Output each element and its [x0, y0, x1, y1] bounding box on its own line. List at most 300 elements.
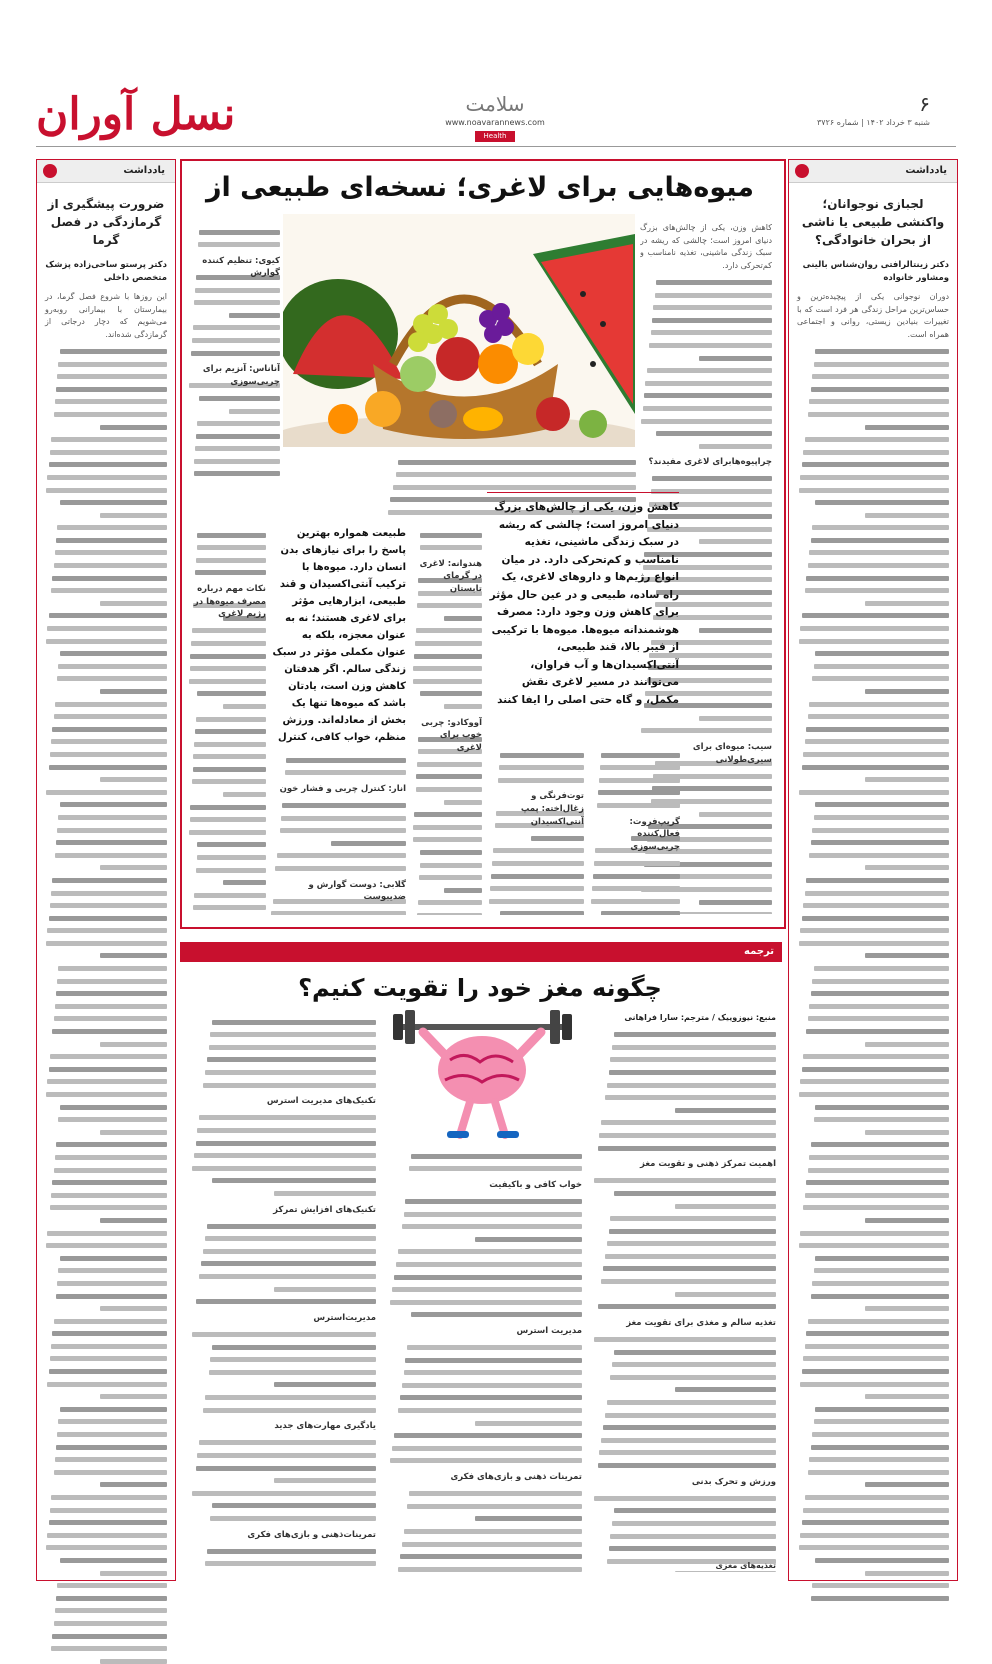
newspaper-logo: نسل آوران — [36, 89, 236, 140]
sidebar-label: یادداشت — [37, 160, 175, 183]
text-line — [800, 475, 949, 480]
subheading: تکنیک‌های افزایش تمرکز — [273, 1204, 376, 1215]
text-line — [56, 991, 167, 996]
text-line — [209, 1370, 376, 1375]
text-line — [808, 1168, 949, 1173]
text-line — [414, 812, 482, 817]
text-line — [392, 1446, 582, 1451]
text-line — [195, 570, 266, 575]
text-line — [814, 1268, 949, 1273]
text-line — [196, 434, 280, 439]
text-line — [100, 1482, 167, 1487]
text-line — [444, 800, 483, 805]
text-line — [398, 460, 636, 465]
pull-quote-2-text: طبیعت همواره بهترین پاسخ را برای نیازهای بدن انسان دارد. میوه‌ها با ترکیب آنتی‌اکسیدان و قند طبیعی، ابزارهایی مؤثر برای لاغری هستند؛ نه به عنوان معجزه، بلکه به عنوان مکملی مؤثر در سبک زندگی سالم. اگر هدفتان کاهش وزن است، یادتان باشد که میوه‌ها تنها یک بخش از معادله‌اند. ورزش منظم، خواب کافی، کنترل — [272, 528, 406, 743]
text-line — [49, 1067, 167, 1072]
second-article-title: چگونه مغز خود را تقویت کنیم؟ — [298, 974, 662, 1002]
text-line — [649, 343, 772, 348]
second-article-subheading-extra: تغذیه‌های مغزی — [715, 1561, 776, 1570]
text-line — [51, 437, 167, 442]
text-line — [609, 1546, 776, 1551]
text-line — [413, 679, 482, 684]
text-line — [500, 911, 584, 915]
text-line — [594, 1178, 776, 1183]
text-line — [812, 374, 949, 379]
header-divider — [36, 146, 956, 147]
text-line — [531, 836, 584, 841]
text-line — [54, 412, 167, 417]
text-line — [58, 664, 167, 669]
text-line — [699, 539, 772, 544]
text-line — [57, 828, 167, 833]
text-line — [414, 654, 482, 659]
text-line — [58, 362, 167, 367]
text-line — [699, 628, 772, 633]
text-line — [56, 1445, 167, 1450]
text-line — [814, 815, 949, 820]
text-line — [189, 679, 266, 684]
text-line — [402, 1224, 582, 1229]
text-line — [205, 1236, 376, 1241]
text-line — [56, 1142, 167, 1147]
text-line — [815, 500, 949, 505]
text-line — [100, 1306, 167, 1311]
subheading: آناناس: آنزیم برای چربی‌سوزی — [202, 364, 280, 387]
text-line — [47, 1533, 167, 1538]
section-title: سلامت — [465, 92, 525, 116]
text-line — [814, 966, 949, 971]
text-line — [51, 1646, 167, 1651]
text-line — [60, 1105, 167, 1110]
main-article-lead: کاهش وزن، یکی از چالش‌های بزرگ دنیای امروز است؛ چالشی که ریشه در سبک زندگی ماشینی، تغذیه نامناسب و کم‌تحرکی دارد. — [640, 223, 772, 270]
text-line — [194, 300, 280, 305]
text-line — [400, 1395, 582, 1400]
text-line — [56, 538, 167, 543]
text-line — [800, 1382, 949, 1387]
text-line — [805, 1344, 949, 1349]
text-line — [223, 704, 266, 709]
text-line — [814, 1419, 949, 1424]
text-line — [197, 1453, 376, 1458]
text-line — [46, 790, 167, 795]
text-line — [212, 1503, 376, 1508]
text-line — [197, 842, 266, 847]
text-line — [400, 1554, 582, 1559]
sidebar-title: ضرورت پیشگیری از گرمازدگی در فصل گرما — [47, 197, 165, 247]
subheading: توت‌فرنگی و زغال‌اخته: پمپ آنتی‌اکسیدان — [520, 791, 584, 827]
text-line — [229, 313, 280, 318]
main-article-column-2 — [188, 222, 280, 482]
text-line — [444, 616, 483, 621]
text-line — [652, 476, 772, 481]
text-line — [210, 1357, 376, 1362]
text-line — [396, 472, 636, 477]
main-article-column-5 — [488, 745, 584, 915]
text-line — [413, 825, 482, 830]
text-line — [809, 550, 949, 555]
text-line — [814, 664, 949, 669]
text-line — [802, 916, 949, 921]
red-dot-icon — [43, 164, 57, 178]
text-line — [46, 639, 167, 644]
text-line — [196, 558, 266, 563]
text-line — [805, 437, 949, 442]
text-line — [799, 790, 949, 795]
text-line — [800, 1533, 949, 1538]
text-line — [50, 450, 167, 455]
text-line — [865, 777, 949, 782]
text-line — [193, 767, 266, 772]
quote-divider — [487, 492, 679, 493]
text-line — [865, 513, 949, 518]
text-line — [210, 1516, 376, 1521]
text-line — [60, 1558, 167, 1563]
text-line — [51, 1193, 167, 1198]
text-line — [815, 349, 949, 354]
text-line — [197, 545, 266, 550]
text-line — [599, 1133, 776, 1138]
subheading: تمرینات‌ذهنی و بازی‌های فکری — [247, 1529, 376, 1540]
text-line — [699, 356, 772, 361]
text-line — [50, 1356, 167, 1361]
text-line — [56, 840, 167, 845]
text-line — [100, 865, 167, 870]
text-line — [598, 1146, 776, 1151]
text-line — [800, 626, 949, 631]
text-line — [605, 1254, 776, 1259]
text-line — [407, 1345, 582, 1350]
text-line — [57, 1432, 167, 1437]
text-line — [865, 1218, 949, 1223]
text-line — [274, 1382, 376, 1387]
website-url[interactable]: www.noavarannews.com — [445, 118, 545, 127]
text-line — [418, 900, 482, 905]
text-line — [203, 1249, 376, 1254]
text-line — [271, 911, 406, 915]
text-line — [656, 431, 772, 436]
red-dot-icon — [795, 164, 809, 178]
text-line — [54, 714, 167, 719]
text-line — [806, 878, 949, 883]
text-line — [805, 891, 949, 896]
text-line — [199, 1274, 376, 1279]
text-line — [417, 913, 482, 915]
text-line — [60, 1256, 167, 1261]
text-line — [814, 362, 949, 367]
text-line — [799, 639, 949, 644]
text-line — [47, 626, 167, 631]
text-line — [56, 1596, 167, 1601]
text-line — [803, 752, 949, 757]
text-line — [812, 1281, 949, 1286]
text-line — [645, 381, 772, 386]
text-line — [800, 928, 949, 933]
text-line — [100, 1130, 167, 1135]
text-line — [417, 762, 482, 767]
text-line — [55, 853, 167, 858]
text-line — [55, 702, 167, 707]
text-line — [675, 1204, 776, 1209]
text-line — [55, 1155, 167, 1160]
text-line — [392, 1287, 582, 1292]
text-line — [652, 318, 772, 323]
text-line — [195, 446, 280, 451]
text-line — [799, 941, 949, 946]
text-line — [402, 1383, 582, 1388]
text-line — [100, 1042, 167, 1047]
text-line — [610, 1057, 776, 1062]
text-line — [54, 563, 167, 568]
subheading: انار: کنترل چربی و فشار خون — [279, 783, 406, 794]
text-line — [500, 753, 584, 758]
text-line — [811, 538, 949, 543]
text-line — [404, 1529, 582, 1534]
text-line — [675, 1292, 776, 1297]
subheading: اهمیت تمرکز ذهنی و تقویت مغز — [640, 1159, 776, 1170]
text-line — [192, 779, 266, 784]
text-line — [416, 774, 482, 779]
main-article-column-6 — [412, 525, 482, 915]
text-line — [699, 812, 772, 817]
text-line — [800, 1079, 949, 1084]
text-line — [805, 1495, 949, 1500]
text-line — [60, 500, 167, 505]
subheading: تکنیک‌های مدیریت استرس — [266, 1096, 376, 1107]
text-line — [196, 1141, 376, 1146]
text-line — [47, 1231, 167, 1236]
text-line — [601, 1120, 776, 1125]
text-line — [811, 840, 949, 845]
text-line — [275, 866, 406, 871]
sidebar-author: دکتر زینتالرافتی روان‌شناس بالینی ومشاور خانواده — [802, 260, 949, 283]
text-line — [806, 1029, 949, 1034]
text-line — [411, 1154, 582, 1159]
text-line — [647, 368, 772, 373]
text-line — [610, 1534, 776, 1539]
text-line — [282, 803, 406, 808]
text-line — [601, 1279, 776, 1284]
text-line — [407, 1504, 582, 1509]
text-line — [57, 1281, 167, 1286]
text-line — [210, 1032, 376, 1037]
text-line — [865, 601, 949, 606]
text-line — [46, 1243, 167, 1248]
text-line — [865, 953, 949, 958]
text-line — [57, 525, 167, 530]
text-line — [100, 1394, 167, 1399]
second-article-column-3 — [190, 1012, 376, 1572]
text-line — [189, 830, 266, 835]
text-line — [799, 1243, 949, 1248]
text-line — [54, 1016, 167, 1021]
text-line — [50, 1508, 167, 1513]
text-line — [811, 1142, 949, 1147]
text-line — [100, 953, 167, 958]
text-line — [404, 1370, 582, 1375]
text-line — [420, 863, 482, 868]
text-line — [52, 1634, 167, 1639]
sidebar-lead: دوران نوجوانی یکی از پیچیده‌ترین و حساس‌ترین مراحل زندگی هر فرد است که با تغییرات بنیادین زیستی، روانی و اجتماعی همراه است. — [797, 292, 949, 339]
text-line — [60, 349, 167, 354]
text-line — [199, 230, 280, 235]
pull-quote-text: کاهش وزن، یکی از چالش‌های بزرگ دنیای امروز است؛ چالشی که ریشه در سبک زندگی ماشینی، تغذیه نامناسب و کم‌تحرکی دارد. در میان انواع رژیم‌ها و داروهای لاغری، یک راه ساده، طبیعی و در عین حال مؤثر برای کاهش وزن وجود دارد: مصرف هوشمندانه میوه‌ها. میوه‌ها با ترکیبی از فیبر بالا، قند طبیعی، آنتی‌اکسیدان‌ها و آب فراوان، می‌توانند در مسیر لاغری نقش مکمل، و گاه حتی اصلی را ایفا کنند — [489, 501, 679, 706]
text-line — [598, 790, 680, 795]
text-line — [651, 330, 772, 335]
text-line — [190, 817, 266, 822]
text-line — [416, 787, 483, 792]
text-line — [601, 753, 680, 758]
text-line — [55, 1608, 167, 1613]
text-line — [607, 1400, 776, 1405]
text-line — [591, 899, 680, 904]
text-line — [47, 1079, 167, 1084]
text-line — [815, 651, 949, 656]
text-line — [865, 1042, 949, 1047]
text-line — [54, 1470, 167, 1475]
text-line — [809, 702, 949, 707]
text-line — [812, 1432, 949, 1437]
text-line — [643, 406, 772, 411]
text-line — [612, 1045, 776, 1050]
text-line — [865, 1394, 949, 1399]
text-line — [802, 1369, 949, 1374]
text-line — [610, 1216, 776, 1221]
text-line — [52, 1331, 167, 1336]
text-line — [207, 1224, 376, 1229]
text-line — [194, 893, 266, 898]
text-line — [812, 525, 949, 530]
text-line — [51, 739, 167, 744]
text-line — [199, 1115, 376, 1120]
subheading: تغذیه سالم و مغذی برای تقویت مغز — [626, 1317, 776, 1328]
text-line — [808, 412, 949, 417]
text-line — [49, 916, 167, 921]
text-line — [55, 1004, 167, 1009]
text-line — [198, 242, 280, 247]
text-line — [196, 868, 266, 873]
text-line — [207, 1057, 376, 1062]
text-line — [203, 1408, 376, 1413]
main-article-column-7 — [188, 525, 266, 915]
text-line — [865, 425, 949, 430]
text-line — [201, 1261, 376, 1266]
text-line — [594, 1496, 776, 1501]
text-line — [49, 462, 167, 467]
text-line — [499, 765, 584, 770]
text-line — [809, 1004, 949, 1009]
text-line — [409, 1166, 582, 1171]
text-line — [865, 1482, 949, 1487]
text-line — [57, 676, 167, 681]
text-line — [58, 1268, 167, 1273]
text-line — [209, 1045, 376, 1050]
text-line — [594, 861, 680, 866]
subheading: چراپیوه‌هابرای لاغری مفیدند؟ — [648, 457, 772, 468]
text-line — [404, 1212, 582, 1217]
text-line — [490, 886, 584, 891]
text-line — [52, 878, 167, 883]
text-line — [799, 1092, 949, 1097]
text-line — [60, 1407, 167, 1412]
text-line — [605, 1413, 776, 1418]
text-line — [100, 689, 167, 694]
text-line — [51, 1495, 167, 1500]
text-line — [49, 765, 167, 770]
text-line — [192, 1166, 376, 1171]
text-line — [402, 1542, 582, 1547]
brain-workout-image — [385, 1010, 580, 1140]
text-line — [197, 855, 266, 860]
text-line — [409, 1491, 582, 1496]
text-line — [419, 875, 482, 880]
text-line — [274, 1287, 376, 1292]
pull-quote — [487, 492, 679, 740]
text-line — [865, 1130, 949, 1135]
left-sidebar — [36, 159, 176, 1581]
text-line — [394, 1275, 582, 1280]
text-line — [390, 1458, 582, 1463]
text-line — [799, 488, 949, 493]
text-line — [274, 1191, 376, 1196]
text-line — [603, 1266, 776, 1271]
text-line — [50, 903, 167, 908]
text-line — [100, 601, 167, 606]
text-line — [199, 1440, 376, 1445]
text-line — [489, 899, 584, 904]
text-line — [812, 979, 949, 984]
text-line — [194, 1153, 376, 1158]
sidebar-body — [45, 349, 167, 1664]
text-line — [212, 1020, 376, 1025]
text-line — [597, 803, 680, 808]
text-line — [420, 545, 482, 550]
subheading: ورزش و تحرک بدنی — [691, 1476, 776, 1487]
text-line — [54, 1621, 167, 1626]
text-line — [396, 1262, 582, 1267]
text-line — [52, 1029, 167, 1034]
subheading: آووکادو: چربی خوب برای لاغری — [421, 717, 482, 753]
text-line — [803, 1205, 949, 1210]
text-line — [475, 1516, 582, 1521]
main-article-column-8 — [270, 750, 406, 915]
text-line — [416, 628, 483, 633]
text-line — [799, 1545, 949, 1550]
text-line — [815, 802, 949, 807]
text-line — [601, 911, 680, 915]
text-line — [49, 613, 167, 618]
text-line — [809, 399, 949, 404]
text-line — [51, 891, 167, 896]
text-line — [274, 1478, 376, 1483]
text-line — [277, 853, 406, 858]
text-line — [398, 1249, 582, 1254]
text-line — [58, 815, 167, 820]
text-line — [50, 1054, 167, 1059]
text-line — [192, 628, 266, 633]
text-line — [50, 752, 167, 757]
text-line — [491, 874, 584, 879]
text-line — [415, 641, 482, 646]
text-line — [675, 1108, 776, 1113]
text-line — [55, 399, 167, 404]
fruit-basket-image — [283, 214, 635, 447]
text-line — [475, 1421, 582, 1426]
text-line — [806, 1331, 949, 1336]
text-line — [803, 450, 949, 455]
text-line — [57, 979, 167, 984]
text-line — [614, 1191, 776, 1196]
text-line — [493, 848, 584, 853]
